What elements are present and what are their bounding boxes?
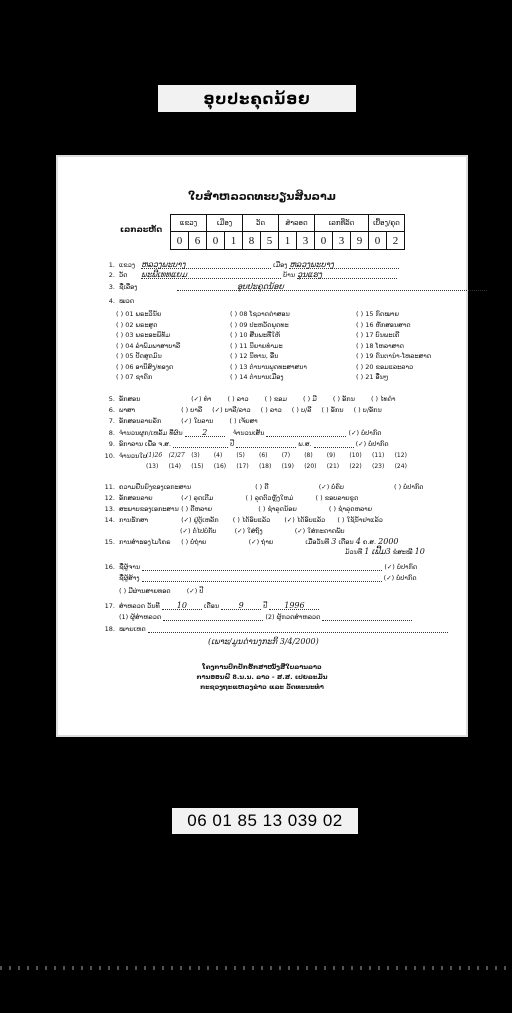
row-number: 5. xyxy=(108,395,115,403)
option: ( ) ບ/ລີ xyxy=(291,406,312,414)
remarks-value xyxy=(148,625,448,633)
code-digit: 0 xyxy=(207,232,225,250)
category-option: ( ) 21 ອື່ນໆ xyxy=(356,373,389,381)
category-option: ( ) 13 ຕໍານານພຸດທະສາສນາ xyxy=(230,362,307,371)
row-number: 13. xyxy=(104,505,115,513)
row-label: ສໍາຫລວດ ວັນທີ xyxy=(119,602,160,610)
option: (✓) ບໍ່ປາກົດ xyxy=(384,563,418,571)
option: ( ) ດີຫລາຍ xyxy=(181,505,213,513)
leaf-count-cell: (14) xyxy=(168,463,181,470)
category-option: ( ) 11 ນິຍາຍທໍາມະ xyxy=(230,341,283,350)
footer-line: ກະຊວງຖະແຫລງຂ່າວ ແລະ ວັດທະນະທໍາ xyxy=(200,683,324,691)
category-option: ( ) 07 ຊາດົກ xyxy=(116,373,153,381)
leaf-count-cell: (24) xyxy=(394,463,407,470)
category-option: ( ) 01 ພຣະວິນັຍ xyxy=(116,310,162,318)
category-option: ( ) 10 ສີ່ນພະທີ່ໃຫ້ xyxy=(230,331,281,339)
row-number: 7. xyxy=(108,417,115,425)
row-temple xyxy=(101,271,397,279)
microfilm-day: 3 xyxy=(331,537,337,546)
roll-value: 1 xyxy=(364,547,370,556)
leaf-count-cell: (1)26 xyxy=(146,452,163,459)
row-label: ຄວາມຍືນຍົງຂອງເອກະສານ xyxy=(119,483,192,491)
option: (✓) ບາລີ/ລາວ xyxy=(212,406,251,414)
category-option: ( ) 18 ໂຫລາສາດ xyxy=(356,341,405,350)
option: ( ) ຊໍາລຸດຫລາຍ xyxy=(328,505,373,513)
row-number: 16. xyxy=(104,563,115,571)
row-label: (2) ຜູ້ກວດສໍາຫລວດ xyxy=(265,613,321,621)
row-language xyxy=(101,406,382,414)
option: (✓) ທໍາ xyxy=(191,395,212,403)
row-lineage xyxy=(119,587,203,595)
category-option: ( ) 09 ປະຫວັດພຸດທະ xyxy=(230,320,289,329)
option: ( ) ບາລີ xyxy=(181,406,203,414)
option: (✓) ຕໍ່ໄປບໍ່ກັບ xyxy=(180,527,217,535)
row-number: 11. xyxy=(104,483,115,491)
option: ( ) ບໍ່ປາກົດ xyxy=(393,483,424,491)
form-footer xyxy=(58,662,466,692)
leaf-count-cell: (9) xyxy=(326,452,336,459)
category-option: ( ) 02 ພຣະສູດ xyxy=(116,320,158,329)
row-number: 10. xyxy=(104,452,115,460)
leaf-count-cell: (3) xyxy=(191,452,200,459)
creator-value xyxy=(142,574,382,582)
option: (✓) ບໍ່ປາກົດ xyxy=(348,429,382,437)
row-label: ການສໍາຮອງໄມໂຄຣ xyxy=(119,538,171,546)
option: ( ) ລຸດຕົວຫຼັງໃຫມ່ xyxy=(245,494,294,502)
bundle-count-value: 2 xyxy=(185,429,225,437)
row-number: 14. xyxy=(104,516,115,524)
row-label: ເມື່ອວັນທີ xyxy=(305,538,330,546)
category-col-1 xyxy=(116,309,180,383)
row-label: ເມືອງ xyxy=(273,261,288,269)
code-digit: 8 xyxy=(243,232,261,250)
row-number: 9. xyxy=(108,440,115,448)
row-label: ປີ xyxy=(230,440,235,448)
option: (✓) ໃສ່ກະດາດພັບ xyxy=(294,527,345,535)
row-label: ປີ xyxy=(263,602,268,610)
row-label: ຊື່ເລື່ອງ xyxy=(119,283,138,291)
row-title xyxy=(101,283,487,291)
option: ( ) ບໍ່ຖ່າຍ xyxy=(181,538,207,546)
checker-value xyxy=(322,613,412,621)
code-digit: 5 xyxy=(261,232,279,250)
row-remarks xyxy=(101,625,448,633)
row-label: ຊື່ຜູ້ສ້າງ xyxy=(119,574,140,582)
option: (✓) ຖ່າຍ xyxy=(248,538,274,546)
category-col-2 xyxy=(230,309,307,383)
row-number: 12. xyxy=(104,494,115,502)
row-label: ສະພາບຂອງເອກະສານ xyxy=(119,505,179,513)
code-header: ສໍາລອດ xyxy=(279,215,315,232)
code-label: ເລກລະຫັດ xyxy=(120,225,163,234)
option: ( ) ເຈ້ຍສາ xyxy=(229,417,258,425)
option: ( ) ຂອບລາຍຂູດ xyxy=(315,494,359,502)
option: ( ) ມີຜ່ານສາຍທອດ xyxy=(119,587,171,595)
row-label: ການຮັກສາ xyxy=(119,516,149,524)
row-label: ອັກສອນລາຍ xyxy=(119,494,153,502)
top-title-strip: ອຸບປະຄຸດນ້ອຍ xyxy=(158,85,356,112)
option: ( ) ຂອມ xyxy=(264,395,287,403)
footer-line: ໂຄງການປົກປັກຮັກສາໜັງສືໃບລານລາວ xyxy=(202,663,322,671)
form-title: ໃບສໍາຫລວດທະບຽນສິນລາມ xyxy=(188,190,336,203)
leaf-count-cell: (19) xyxy=(281,463,294,470)
row-number: 1. xyxy=(108,261,115,269)
option: ( ) ຊໍາລຸດນ້ອຍ xyxy=(258,505,297,513)
code-header: ເລກທີ່ລັດ xyxy=(315,215,369,232)
leaf-count-cell: (13) xyxy=(146,463,159,470)
row-label: ມ້ວນທີ xyxy=(345,548,363,556)
option: ( ) ໃຊ້ນ້ຳຢາແລ້ວ xyxy=(337,516,383,524)
row-label: ຂໍສະໝີ xyxy=(392,548,413,556)
row-label: ເດືອນ xyxy=(203,602,220,610)
row-label: ອົກາລານ ເພື່ອ ຈ.ສ. xyxy=(119,440,171,448)
row-number: 3. xyxy=(108,283,115,291)
code-digit: 0 xyxy=(369,232,387,250)
category-option: ( ) 20 ຂອມແລະລາວ xyxy=(356,362,414,371)
code-digit: 0 xyxy=(315,232,333,250)
option: ( ) ອັກນ xyxy=(332,395,355,403)
option: ( ) ອັກນ xyxy=(321,406,344,414)
option: (✓) ໃສ່ຖົງ xyxy=(234,527,263,535)
province-value: ຫລວງພະບາງ xyxy=(141,261,271,269)
option: (✓) ບໍ່ປາກົດ xyxy=(383,574,417,582)
survey-month: 9 xyxy=(221,602,261,610)
code-header: ແຂວງ xyxy=(171,215,207,232)
row-bundle-count xyxy=(101,429,381,437)
category-option: ( ) 05 ປັດສູດມົນ xyxy=(116,352,162,360)
row-number: 4. xyxy=(108,297,115,305)
option: ( ) ມີ xyxy=(303,395,317,403)
code-header: ວັດ xyxy=(243,215,279,232)
code-header: ເມືອງ xyxy=(207,215,243,232)
survey-day: 10 xyxy=(162,602,202,610)
row-survey-date xyxy=(101,602,319,610)
row-label: ແຂວງ xyxy=(119,261,135,269)
manuscript-code-strip: 06 01 85 13 039 02 xyxy=(172,808,358,834)
row-label: ຈໍານວນໃບ xyxy=(119,452,147,460)
leaf-count-cell: (18) xyxy=(259,463,272,470)
row-label: ຈໍານວນຜູກ/ເຫລັ້ມ ທີ່ຜົນ xyxy=(119,429,183,437)
leaf-count-cell: (12) xyxy=(394,452,407,459)
survey-year: 1996 xyxy=(269,602,319,610)
cs-year-value xyxy=(173,440,228,448)
category-option: ( ) 19 ດົນຕານຳ-ໂຫລະສາດ xyxy=(356,352,432,360)
code-digit: 0 xyxy=(171,232,189,250)
category-option: ( ) 12 ນິທານ, ອື່ນ xyxy=(230,352,279,360)
option: (✓) ຢູ່ຕູ້ເຫລັກ xyxy=(181,516,219,524)
leaf-count-cell: (8) xyxy=(304,452,313,459)
row-label: ພ.ສ. xyxy=(298,440,312,448)
row-number: 8. xyxy=(108,429,115,437)
leaf-count-cell: (20) xyxy=(304,463,317,470)
code-header: ເບື້ອງ/ຄຸດ xyxy=(369,215,405,232)
category-option: ( ) 04 ລໍາພົມພາສາບາລີ xyxy=(116,341,181,350)
code-digit: 9 xyxy=(351,232,369,250)
row-label: ຊື່ຜູ້ຈານ xyxy=(119,563,141,571)
row-label: ອັກສອນລາຍລັກ xyxy=(119,417,162,425)
row-number: 15. xyxy=(104,538,115,546)
row-creator xyxy=(119,574,417,582)
row-label: ບ້ານ xyxy=(283,271,296,279)
row-number: 6. xyxy=(108,406,115,414)
row-number: 18. xyxy=(104,625,115,633)
row-scribe xyxy=(101,563,417,571)
roll-extra-value: ເຟີ້ມ3 xyxy=(371,547,391,556)
code-digit: 2 xyxy=(387,232,405,250)
row-script xyxy=(101,395,395,403)
leaf-count-cell: (6) xyxy=(259,452,268,459)
option: (✓) ບໍ່ປາກົດ xyxy=(355,440,389,448)
row-number: 2. xyxy=(108,271,115,279)
manuscript-survey-form xyxy=(58,157,466,735)
row-label: ໝວດ xyxy=(119,297,135,305)
category-col-3 xyxy=(356,309,431,383)
leaf-count-cell: (4) xyxy=(213,452,223,459)
row-category xyxy=(101,297,175,305)
row-label: ເດືອນ xyxy=(338,538,354,546)
code-digit: 1 xyxy=(279,232,297,250)
row-label: ອັກສອນ xyxy=(119,395,141,403)
leaf-count-cell: (15) xyxy=(191,463,204,470)
leaf-count-cell: (17) xyxy=(236,463,249,470)
option: ( ) ດີ xyxy=(255,483,269,491)
option: ( ) ບ/ອັກນ xyxy=(353,406,382,414)
temple-value: ພະພີເທທແຍມ xyxy=(141,271,281,279)
row-label: ໝາຍເຫດ xyxy=(119,625,146,633)
row-label: (1) ຜູ້ສໍາຫລວດ xyxy=(119,613,162,621)
option: ( ) ໄດ້ອົບແລ້ວ xyxy=(232,516,271,524)
row-condition xyxy=(101,505,372,513)
row-date xyxy=(101,440,389,448)
option: (✓) ບໍ່ຄົບ xyxy=(318,483,344,491)
leaf-count-cell: (11) xyxy=(372,452,385,459)
microfilm-month: 4 xyxy=(355,537,361,546)
leaf-count-cell: (5) xyxy=(236,452,245,459)
category-option: ( ) 08 ໂຊວາດດ່າສອນ xyxy=(230,310,290,318)
category-option: ( ) 17 ບົນພະເຄີ xyxy=(356,331,400,339)
lines-count-value xyxy=(266,429,346,437)
option: (✓) ໄດ້ອົບແລ້ວ xyxy=(284,516,326,524)
category-option: ( ) 16 ຫັກສອນສາດ xyxy=(356,320,411,329)
category-option: ( ) 03 ພຣະອະພິທັມ xyxy=(116,331,171,339)
row-label: ວັດ xyxy=(119,271,128,279)
leaf-count-cell: (10) xyxy=(349,452,362,459)
category-option: ( ) 06 ອານິສົງ/ທອງດ xyxy=(116,362,174,371)
option: ( ) ໄທດໍາ xyxy=(370,395,396,403)
row-microfilm xyxy=(101,538,399,546)
leaf-count-cell: (22) xyxy=(349,463,362,470)
option: (✓) ລຸດເຕີມ xyxy=(181,494,214,502)
leaf-count-cell: (7) xyxy=(281,452,291,459)
code-digit: 6 xyxy=(189,232,207,250)
row-preservation-2 xyxy=(180,527,345,535)
option: ( ) ລາວ xyxy=(227,395,249,403)
option: (✓) ໃບລານ xyxy=(181,417,214,425)
code-digit: 1 xyxy=(225,232,243,250)
be-year-value xyxy=(314,440,354,448)
scan-artifact xyxy=(0,966,512,970)
leaf-count-cell: (21) xyxy=(326,463,340,470)
code-digit: 3 xyxy=(333,232,351,250)
handwritten-note: (ເພາະ/ມູນດ່ານງກະກິ 3/4/2000) xyxy=(208,637,319,646)
row-writing xyxy=(101,494,358,502)
footer-line: ການອອນພີ 8.ນ.ນ. ລາວ - ສ.ສ. ເປຍລະມັນ xyxy=(196,673,328,681)
option: ( ) ລາວ xyxy=(260,406,282,414)
frame-value: 10 xyxy=(414,547,425,556)
leaf-count-cell: (23) xyxy=(372,463,385,470)
village-value: ວຸນແຮງ xyxy=(297,271,397,279)
row-completeness xyxy=(101,483,424,491)
microfilm-year: 2000 xyxy=(378,537,399,546)
code-table xyxy=(170,214,405,250)
row-microfilm-roll xyxy=(345,548,425,556)
scribe-value xyxy=(142,563,382,571)
category-option: ( ) 14 ຕໍານານເມືອງ xyxy=(230,373,284,381)
row-preservation xyxy=(101,516,383,524)
title-value: ອຸບປະຄຸດນ້ອຍ xyxy=(177,283,487,291)
row-surveyors xyxy=(119,613,412,621)
row-label: ຈໍານວນເສັ້ນ xyxy=(232,429,265,437)
row-material xyxy=(101,417,258,425)
row-label: ພາສາ xyxy=(119,406,136,414)
category-option: ( ) 15 ກົດໝາຍ xyxy=(356,310,399,318)
leaf-count-cell: (16) xyxy=(213,463,227,470)
row-number: 17. xyxy=(104,602,115,610)
row-province xyxy=(101,261,399,269)
option: (✓) ປີ xyxy=(186,587,204,595)
leaf-count-cell: (2)27 xyxy=(168,452,185,459)
surveyor-value xyxy=(163,613,263,621)
code-digit: 3 xyxy=(297,232,315,250)
row-label: ຄ.ສ. xyxy=(362,538,377,546)
year-value xyxy=(236,440,296,448)
district-value: ຫລວງພະບາງ xyxy=(289,261,399,269)
